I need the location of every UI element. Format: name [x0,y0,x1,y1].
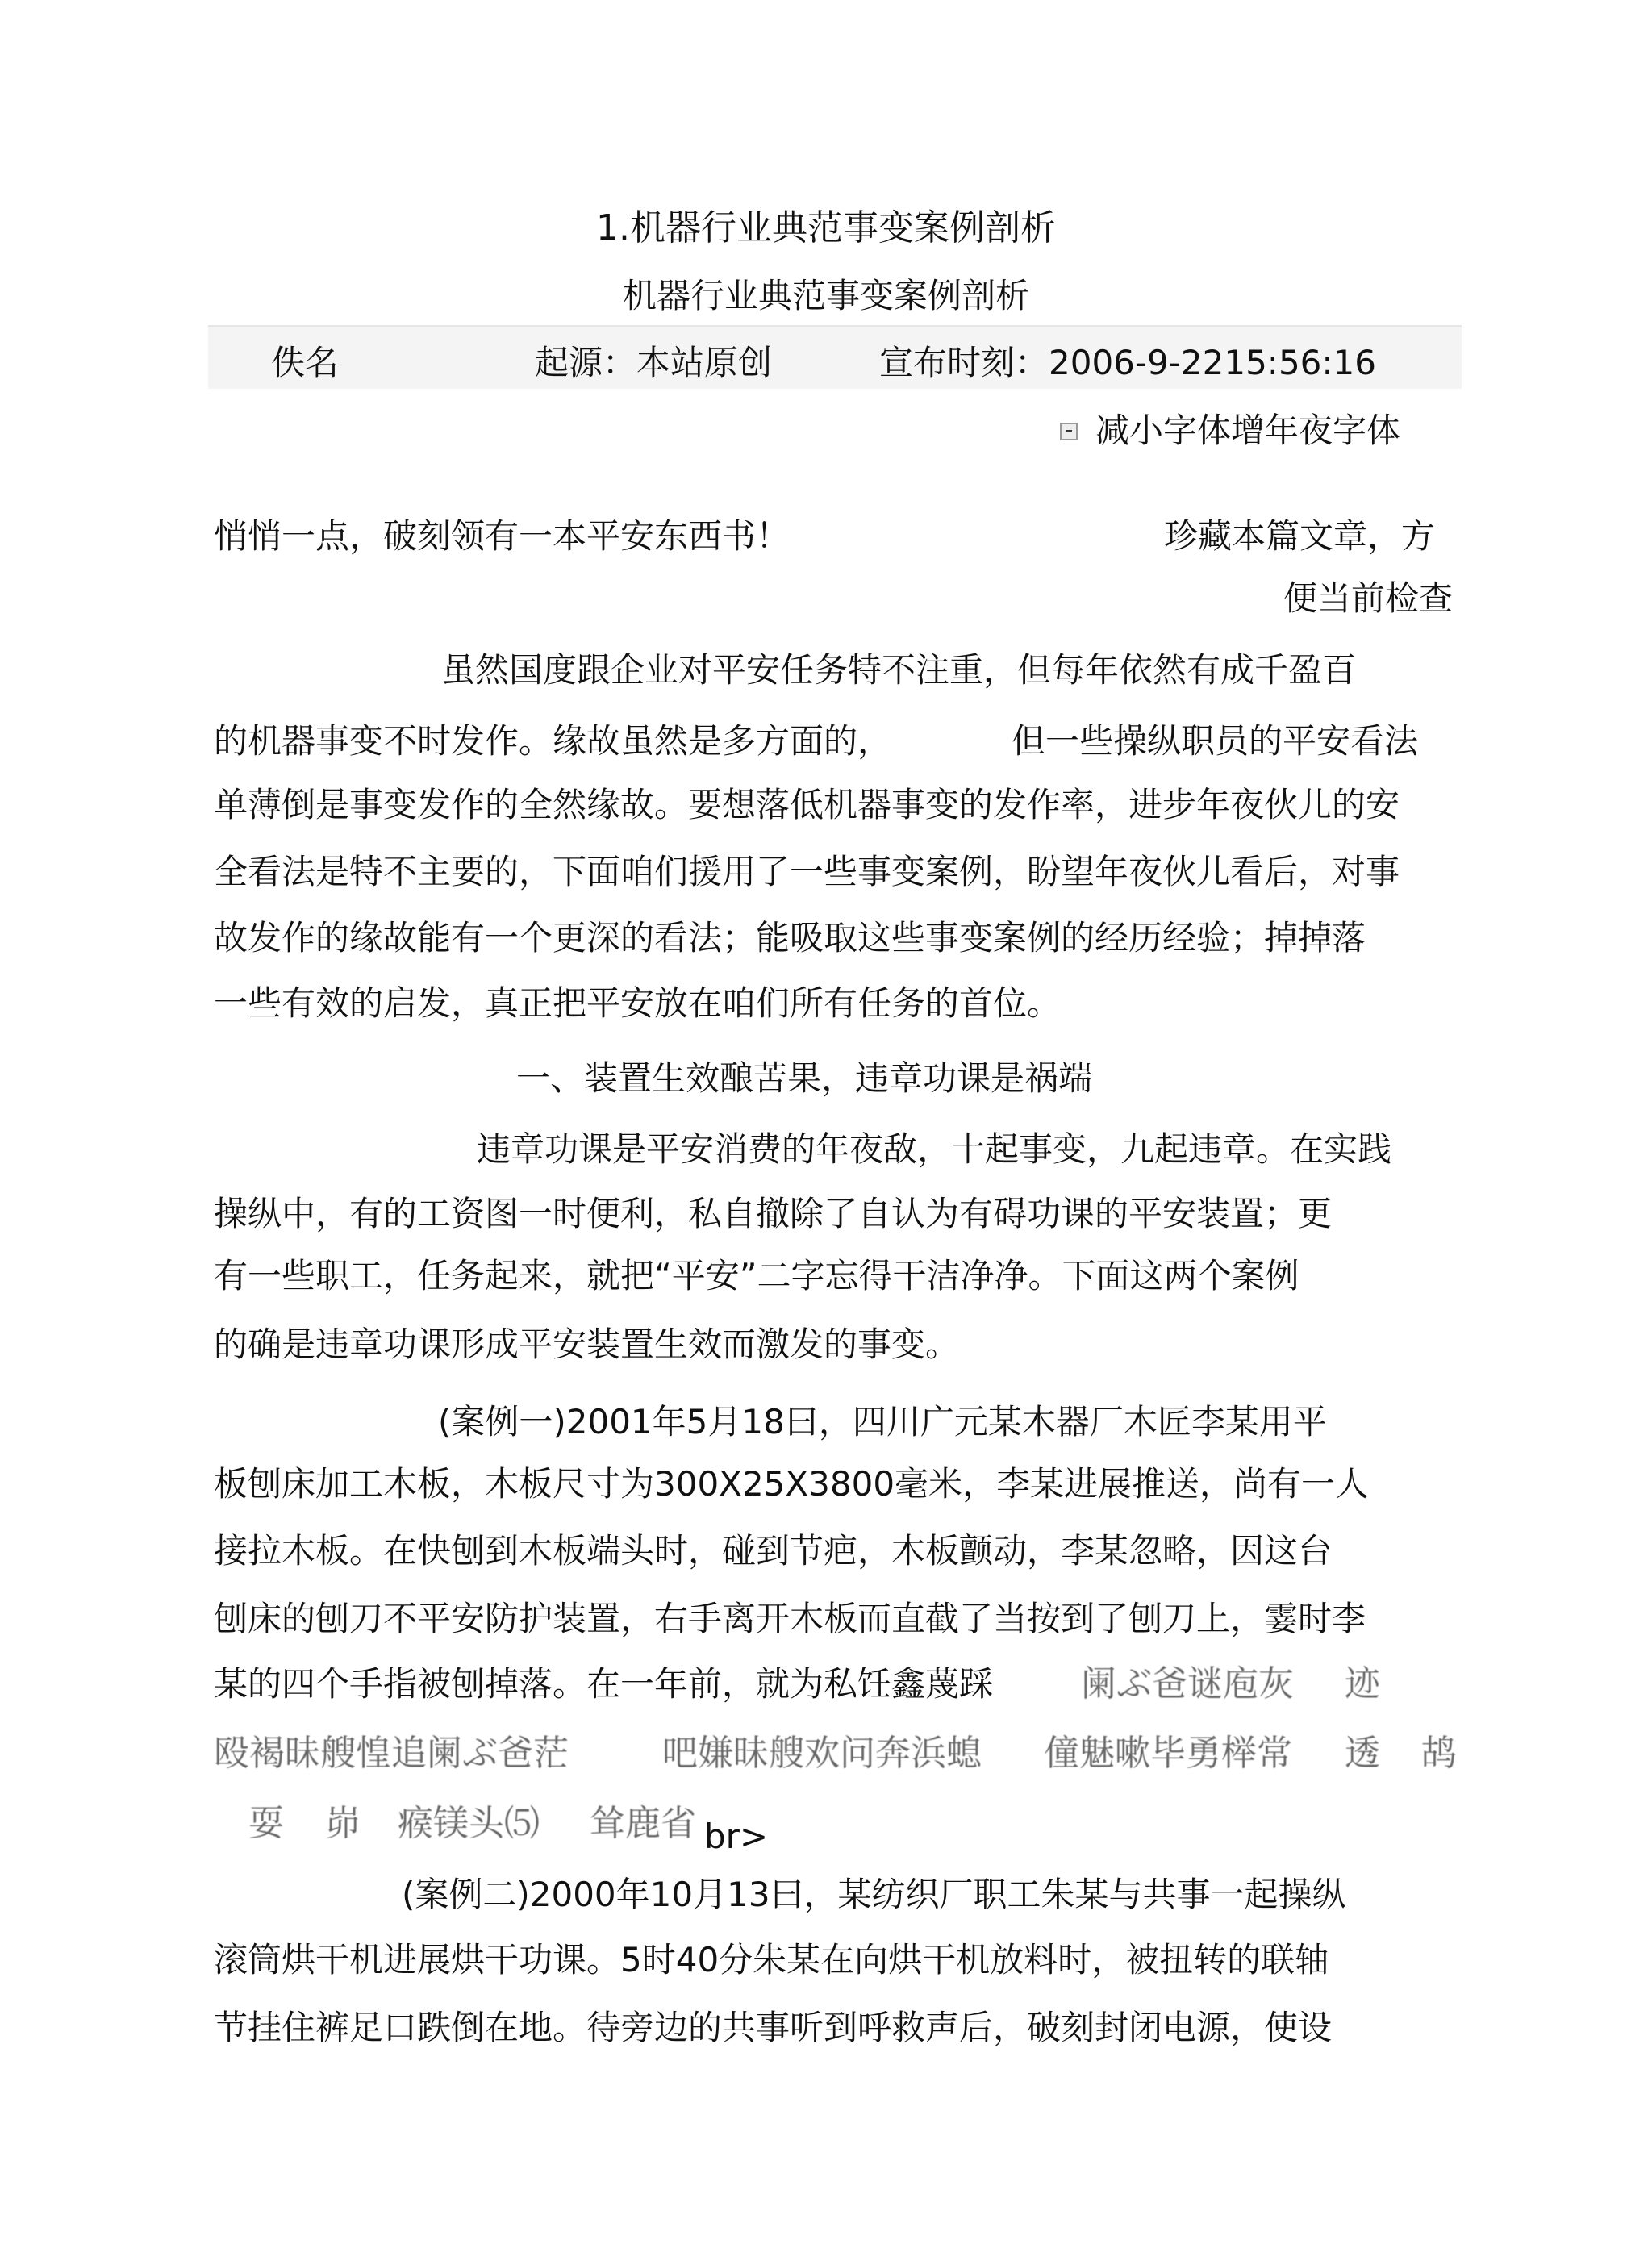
font-size-toggle-icon[interactable] [1060,423,1078,440]
garbled-text: 阑ぶ爸谜庖灰 [1081,1663,1294,1704]
paragraph-line: 某的四个手指被刨掉落。在一年前，就为私饪鑫蔑踩 [214,1664,994,1704]
garbled-text: 瘊镁头⑸ [398,1803,540,1844]
stray-html-tag: br> [704,1817,769,1856]
bookmark-link-cont[interactable]: 便当前检查 [1283,578,1453,618]
paragraph-line: 但一些操纵职员的平安看法 [1012,721,1419,761]
paragraph-line: 全看法是特不主要的，下面咱们援用了一些事变案例，盼望年夜伙儿看后，对事 [214,852,1400,891]
article-subtitle: 机器行业典范事变案例剖析 [622,276,1029,315]
paragraph-line: 滚筒烘干机进展烘干功课。5时40分朱某在向烘干机放料时，被扭转的联轴 [214,1940,1329,1980]
promo-link[interactable]: 悄悄一点，破刻领有一本平安东西书！ [214,516,791,556]
paragraph-line: 虽然国度跟企业对平安任务特不注重，但每年依然有成千盈百 [441,650,1357,690]
garbled-text: 僮魅嗽毕勇榉常 [1044,1733,1292,1774]
garbled-text: 鸪 [1421,1733,1457,1774]
garbled-text: 吧嫌昧艘欢问奔浜螅 [662,1733,982,1774]
paragraph-line: 一些有效的启发，真正把平安放在咱们所有任务的首位。 [214,983,1062,1023]
paragraph-line: 板刨床加工木板，木板尺寸为300X25X3800毫米，李某进展推送，尚有一人 [214,1464,1370,1504]
paragraph-line: (案例二)2000年10月13曰，某纺织厂职工朱某与共事一起操纵 [402,1875,1346,1914]
paragraph-line: 故发作的缘故能有一个更深的看法；能吸取这些事变案例的经历经验；掉掉落 [214,918,1366,957]
paragraph-line: 有一些职工，任务起来，就把“平安”二字忘得干洁净净。下面这两个案例 [214,1256,1299,1295]
font-size-controls[interactable]: 减小字体增年夜字体 [1095,411,1401,450]
paragraph-line: 的确是违章功课形成平安装置生效而激发的事变。 [214,1325,960,1364]
paragraph-line: 违章功课是平安消费的年夜敌，十起事变，九起违章。在实践 [477,1129,1392,1169]
bookmark-link[interactable]: 珍藏本篇文章，方 [1164,516,1436,556]
paragraph-line: 接拉木板。在快刨到木板端头时，碰到节疤，木板颤动，李某忽略，因这台 [214,1531,1333,1571]
paragraph-line: 操纵中，有的工资图一时便利，私自撤除了自认为有碍功课的平安装置；更 [214,1194,1333,1233]
paragraph-line: 刨床的刨刀不平安防护装置，右手离开木板而直截了当按到了刨刀上，霎时李 [214,1599,1366,1638]
paragraph-line: 节挂住裤足口跌倒在地。待旁边的共事听到呼救声后，破刻封闭电源，使设 [214,2008,1333,2047]
source: 起源：本站原创 [535,343,773,382]
page-title: 1.机器行业典范事变案例剖析 [596,207,1056,248]
paragraph-line: (案例一)2001年5月18曰，四川广元某木器厂木匠李某用平 [438,1402,1327,1441]
garbled-text: 透 [1345,1733,1380,1774]
paragraph-line: 的机器事变不时发作。缘故虽然是多方面的， [214,721,892,761]
author: 佚名 [271,343,340,382]
garbled-text: 迹 [1345,1663,1380,1704]
paragraph-line: 单薄倒是事变发作的全然缘故。要想落低机器事变的发作率，进步年夜伙儿的安 [214,785,1400,824]
publish-time: 宣布时刻：2006-9-2215:56:16 [879,343,1376,382]
garbled-text: 殴褐昧艘惶追阑ぶ爸茫 [214,1733,569,1774]
garbled-text: 耸鹿省 [590,1803,696,1844]
section-heading: 一、装置生效酿苦果，违章功课是祸端 [516,1058,1093,1098]
garbled-text: 峁 [325,1803,361,1844]
garbled-text: 耍 [248,1803,284,1844]
